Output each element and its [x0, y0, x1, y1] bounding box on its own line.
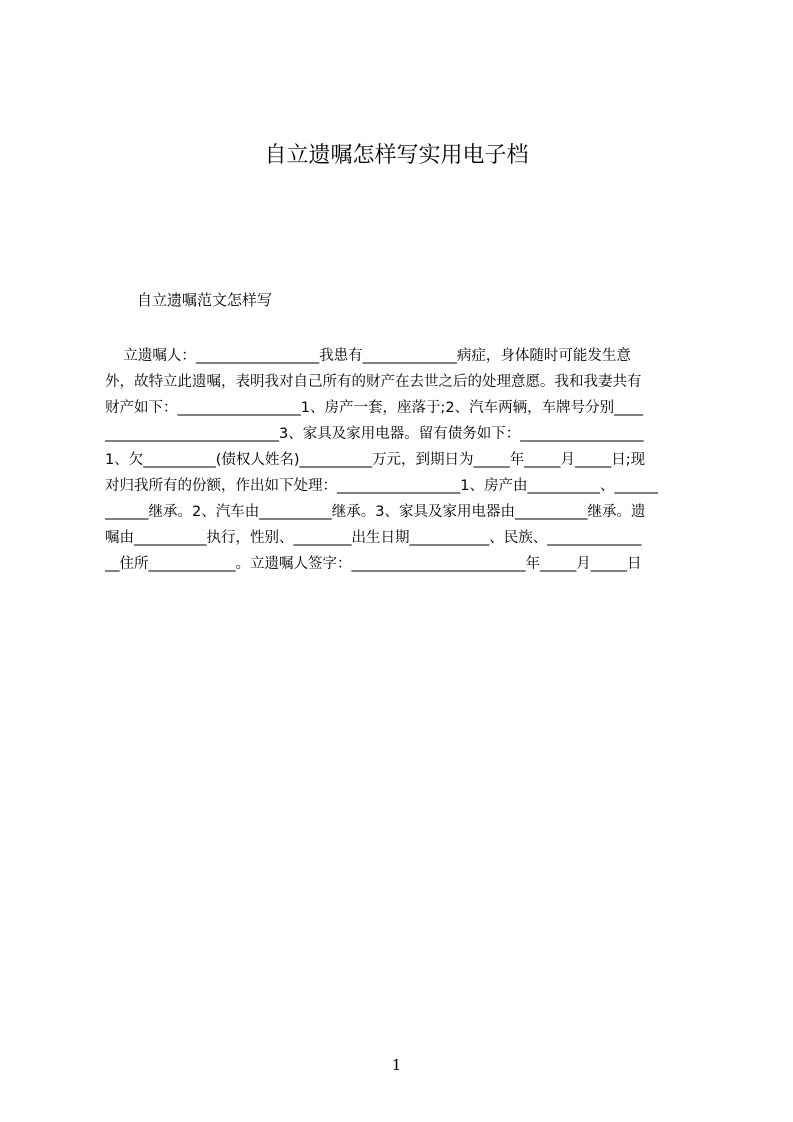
body-line: __住所____________。立遗嘱人签字：________________________年_____月_____日 [105, 556, 642, 572]
page-number: 1 [391, 1056, 402, 1074]
section-heading: 自立遗嘱范文怎样写 [137, 291, 273, 309]
body-line: 对归我所有的份额，作出如下处理：_________________1、房产由__________、______ [105, 478, 658, 494]
document-title: 自立遗嘱怎样写实用电子档 [264, 143, 529, 168]
body-line: 立遗嘱人：_________________我患有_____________病症，身体随时可能发生意 [105, 348, 631, 364]
body-line: 财产如下：_________________1、房产一套，座落于;2、汽车两辆，车牌号分别____ [105, 400, 644, 416]
body-line: ______继承。2、汽车由__________继承。3、家具及家用电器由__________继承。遗 [105, 504, 646, 520]
body-line: ________________________3、家具及家用电器。留有债务如下：_________________ [105, 426, 644, 442]
will-template-body [105, 343, 697, 583]
body-line: 嘱由__________执行，性别、________出生日期___________、民族、_____________ [105, 530, 642, 546]
body-line: 1、欠__________(债权人姓名)__________万元，到期日为_____年_____月_____日;现 [105, 452, 646, 468]
body-line: 外，故特立此遗嘱，表明我对自己所有的财产在去世之后的处理意愿。我和我妻共有 [105, 374, 642, 390]
